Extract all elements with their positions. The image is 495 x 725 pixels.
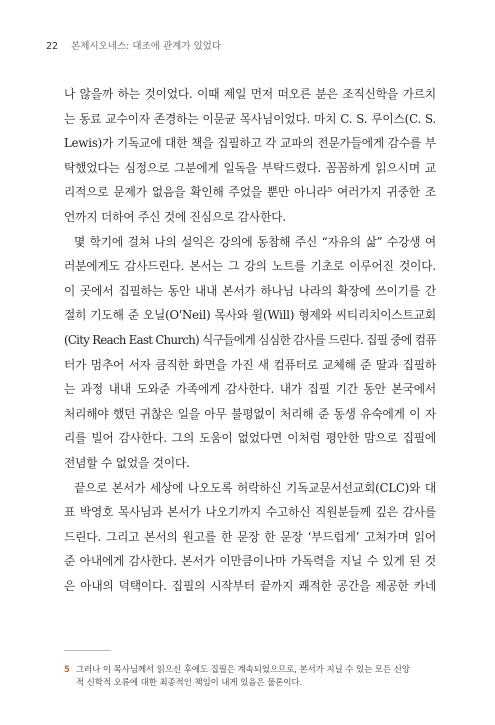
body-line: 나 않을까 하는 것이었다. 이때 제일 먼저 떠오른 분은 조직신학을 가르치	[64, 87, 436, 101]
body-line: 은 아내의 덕택이다. 집필의 시작부터 끝까지 쾌적한 공간을 제공한 카네	[64, 578, 436, 593]
body-line: 드린다. 그리고 본서의 원고를 한 문장 한 문장 ‘부드럽게’ 고쳐가며 읽어	[64, 529, 436, 544]
body-line: 는 과정 내내 도와준 가족에게 감사한다. 내가 집필 기간 동안 본국에서	[64, 382, 436, 397]
body-line: 터가 멈추어 서자 큼직한 화면을 가진 새 컴퓨터로 교체해 준 딸과 집필하	[64, 357, 436, 372]
body-line: 이 곳에서 집필하는 동안 내내 본서가 하나님 나라의 확장에 쓰이기를 간	[64, 283, 436, 298]
body-line: 언까지 더하여 주신 것에 진심으로 감사한다.	[64, 209, 286, 224]
footnote	[64, 663, 436, 689]
body-line: (City Reach East Church) 식구들에게 심심한 감사를 드린다. 집필 중에 컴퓨	[64, 332, 436, 347]
body-line: 는 동료 교수이자 존경하는 이문균 목사님이었다. 마치 C. S. 루이스(C. S.	[64, 111, 436, 126]
footnote-rule	[64, 650, 111, 651]
body-line: 처리해야 했던 귀찮은 일을 아무 불평없이 처리해 준 동생 유숙에게 이 자	[64, 406, 436, 421]
body-line: 절히 기도해 준 오닐(O'Neil) 목사와 윌(Will) 형제와 씨티리치이스트교회	[64, 308, 436, 323]
body-text	[64, 82, 436, 598]
body-line: 끝으로 본서가 세상에 나오도록 허락하신 기독교문서선교회(CLC)와 대	[74, 480, 436, 495]
body-line: 몇 학기에 걸쳐 나의 설익은 강의에 동참해 주신 “자유의 삶” 수강생 여	[74, 234, 436, 249]
body-line: 준 아내에게 감사한다. 본서가 이만큼이나마 가독력을 지닐 수 있게 된 것	[64, 554, 436, 569]
body-line: 리적으로 문제가 없음을 확인해 주었을 뿐만 아니라⁵ 여러가지 귀중한 조	[64, 185, 436, 200]
body-line: Lewis)가 기독교에 대한 책을 집필하고 각 교파의 전문가들에게 감수를 부	[64, 136, 436, 151]
body-line: 러분에게도 감사드린다. 본서는 그 강의 노트를 기초로 이루어진 것이다.	[64, 259, 436, 274]
body-line: 리를 빌어 감사한다. 그의 도움이 없었다면 이처럼 평안한 맘으로 집필에	[64, 431, 436, 446]
footnote-number: 5	[64, 664, 70, 674]
footnote-line: 적 신학적 오류에 대한 최종적인 책임이 내게 있음은 물론이다.	[76, 677, 303, 687]
running-header	[46, 38, 221, 52]
body-line: 전념할 수 없었을 것이다.	[64, 455, 190, 470]
footnote-line: 그러나 이 목사님께서 읽으신 후에도 집필은 계속되었으므로, 본서가 지닐 수 있는 모든 신앙	[76, 664, 410, 674]
body-line: 표 박영호 목사님과 본서가 나오기까지 수고하신 직원분들께 깊은 감사를	[64, 505, 436, 520]
running-title: 본제시오네스: 대조에 관계가 있었다	[71, 41, 222, 52]
body-line: 탁했었다는 심정으로 그분에게 일독을 부탁드렸다. 꼼꼼하게 읽으시며 교	[64, 160, 436, 175]
page-number: 22	[46, 41, 59, 52]
